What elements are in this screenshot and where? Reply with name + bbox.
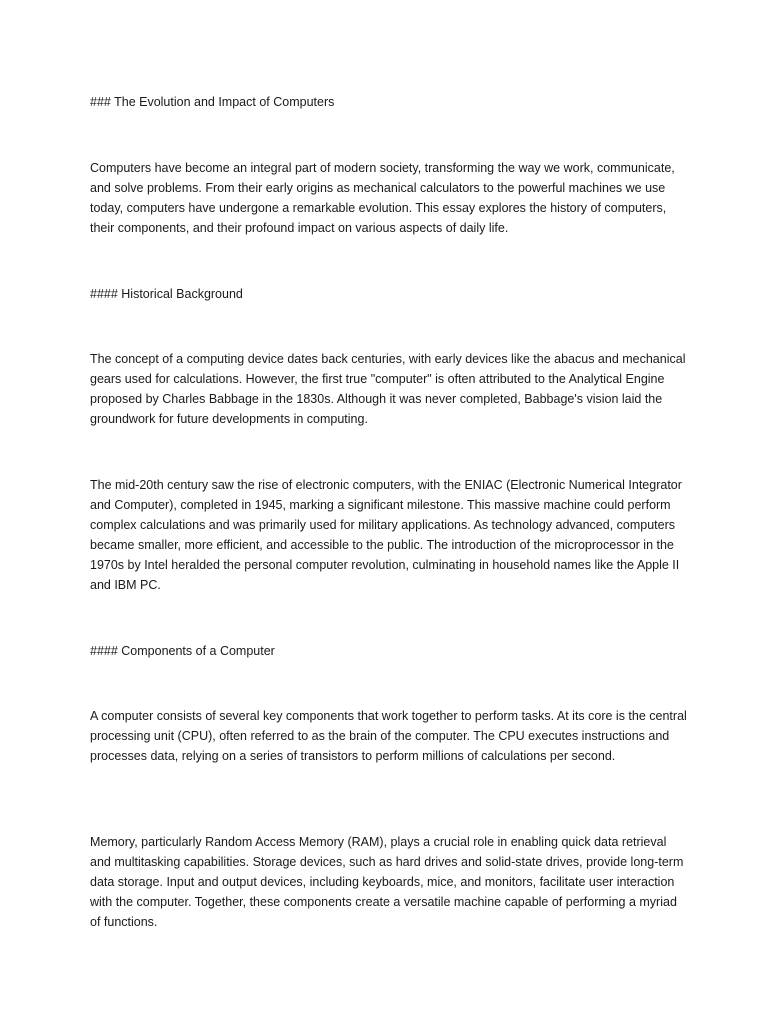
document-title: ### The Evolution and Impact of Computers (90, 95, 335, 109)
section-heading-historical-background: #### Historical Background (90, 287, 243, 301)
paragraph-components-1: A computer consists of several key components that work together to perform tasks. At its core is the central processing unit (CPU), often referred to as the brain of the computer. The CPU executes instructions and processes data, relying on a series of transistors to perform millions of calculations per second. (90, 709, 687, 763)
paragraph-historical-2: The mid-20th century saw the rise of electronic computers, with the ENIAC (Electronic Numerical Integrator and Computer), completed in 1945, marking a significant milestone. This massive machine could perform complex calculations and was primarily used for military applications. As technology advanced, computers became smaller, more efficient, and accessible to the public. The introduction of the microprocessor in the 1970s by Intel heralded the personal computer revolution, culminating in household names like the Apple II and IBM PC. (90, 478, 682, 592)
section-heading-components: #### Components of a Computer (90, 644, 275, 658)
paragraph-historical-1: The concept of a computing device dates back centuries, with early devices like the abacus and mechanical gears used for calculations. However, the first true "computer" is often attributed to the Analytical Engine proposed by Charles Babbage in the 1830s. Although it was never completed, Babbage's vision laid the groundwork for future developments in computing. (90, 352, 686, 426)
paragraph-components-2: Memory, particularly Random Access Memory (RAM), plays a crucial role in enabling quick data retrieval and multitasking capabilities. Storage devices, such as hard drives and solid-state drives, provide long-term data storage. Input and output devices, including keyboards, mice, and monitors, facilitate user interaction with the computer. Together, these components create a versatile machine capable of performing a myriad of functions. (90, 835, 684, 929)
intro-paragraph: Computers have become an integral part of modern society, transforming the way we work, communicate, and solve problems. From their early origins as mechanical calculators to the powerful machines we use today, computers have undergone a remarkable evolution. This essay explores the history of computers, their components, and their profound impact on various aspects of daily life. (90, 161, 675, 235)
